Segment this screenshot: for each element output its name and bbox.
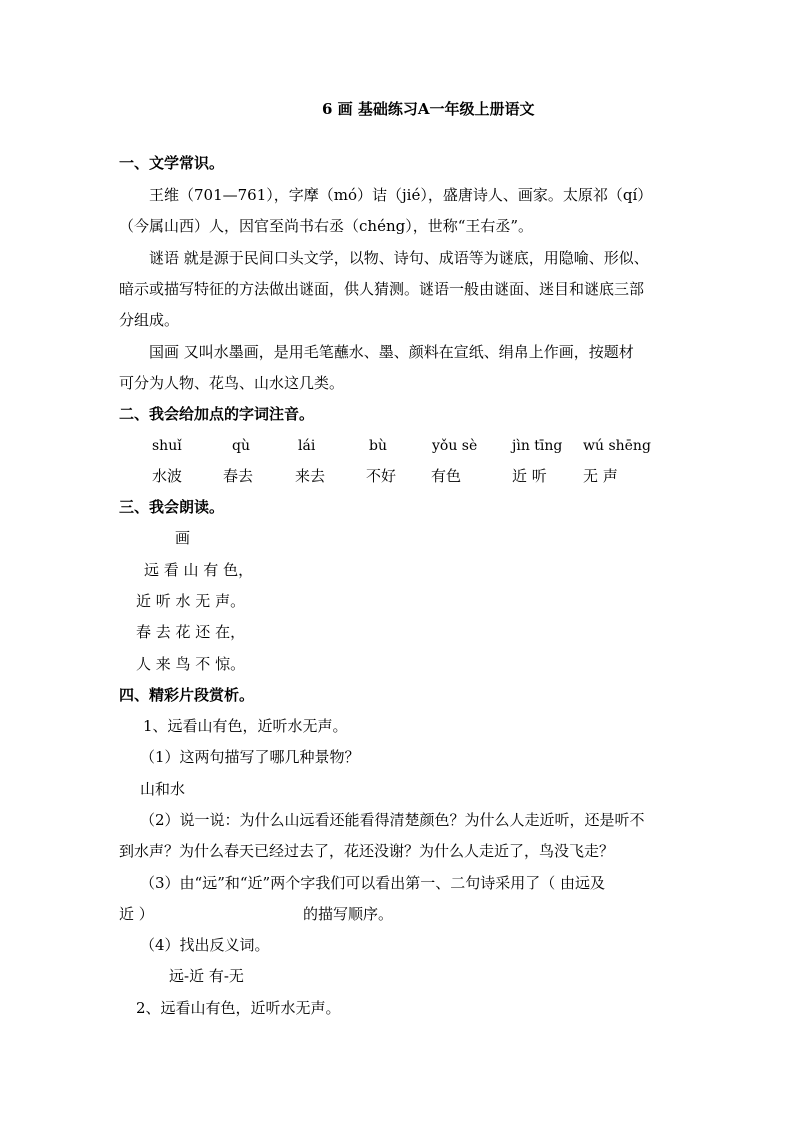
- word: 春去: [223, 467, 254, 485]
- word: 近 听: [512, 467, 547, 485]
- poem-title: 画: [175, 529, 191, 547]
- question: （4）找出反义词。: [140, 936, 270, 954]
- poem-line: 春 去 花 还 在，: [136, 623, 246, 641]
- pinyin-label: jìn tīng: [512, 438, 563, 454]
- word: 有色: [431, 467, 462, 485]
- poem-line: 近 听 水 无 声。: [136, 592, 246, 610]
- answer: 山和水: [140, 780, 186, 798]
- word: 水波: [152, 467, 183, 485]
- pinyin-label: lái: [298, 438, 316, 454]
- paragraph-line: 可分为人物、花鸟、山水这几类。: [119, 374, 345, 392]
- question: （2）说一说：为什么山远看还能看得清楚颜色？为什么人走近听，还是听不: [140, 811, 645, 829]
- pinyin-label: qù: [232, 438, 250, 454]
- paragraph-line: 谜语 就是源于民间口头文学，以物、诗句、成语等为谜底，用隐喻、形似、: [149, 249, 649, 267]
- question: 到水声？为什么春天已经过去了，花还没谢？为什么人走近了，鸟没飞走？: [119, 842, 615, 860]
- page-title: 6 画 基础练习A一年级上册语文: [322, 100, 535, 118]
- paragraph-line: 分组成。: [119, 311, 180, 329]
- paragraph-line: 国画 又叫水墨画，是用毛笔蘸水、墨、颜料在宣纸、绢帛上作画，按题材: [149, 343, 634, 361]
- paragraph-line: 暗示或描写特征的方法做出谜面，供人猜测。谜语一般由谜面、迷目和谜底三部: [119, 280, 645, 298]
- section-3-heading: 三、我会朗读。: [119, 498, 225, 516]
- pinyin-label: shuǐ: [152, 438, 182, 454]
- section-1-heading: 一、文学常识。: [119, 154, 225, 172]
- word: 无 声: [583, 467, 618, 485]
- poem-line: 人 来 鸟 不 惊。: [136, 655, 246, 673]
- section-2-heading: 二、我会给加点的字词注音。: [119, 405, 315, 423]
- paragraph-line: （今属山西）人，因官至尚书右丞（chéng），世称“王右丞”。: [119, 217, 534, 235]
- question: （3）由“远”和“近”两个字我们可以看出第一、二句诗采用了（ 由远及: [140, 874, 605, 892]
- paragraph-line: 王维（701—761），字摩（mó）诘（jié），盛唐诗人、画家。太原祁（qí）: [149, 186, 653, 204]
- pinyin-label: wú shēng: [583, 438, 651, 454]
- answer: 近 ）: [119, 905, 154, 923]
- poem-line: 远 看 山 有 色，: [144, 561, 254, 579]
- question: 的描写顺序。: [303, 905, 394, 923]
- word: 来去: [295, 467, 326, 485]
- pinyin-label: bù: [369, 438, 387, 454]
- question: 2、远看山有色，近听水无声。: [136, 999, 341, 1017]
- question: （1）这两句描写了哪几种景物？: [140, 748, 360, 766]
- word: 不好: [366, 467, 397, 485]
- answer: 远-近 有-无: [169, 967, 244, 985]
- section-4-heading: 四、精彩片段赏析。: [119, 686, 255, 704]
- pinyin-label: yǒu sè: [432, 438, 478, 454]
- question: 1、远看山有色，近听水无声。: [143, 717, 348, 735]
